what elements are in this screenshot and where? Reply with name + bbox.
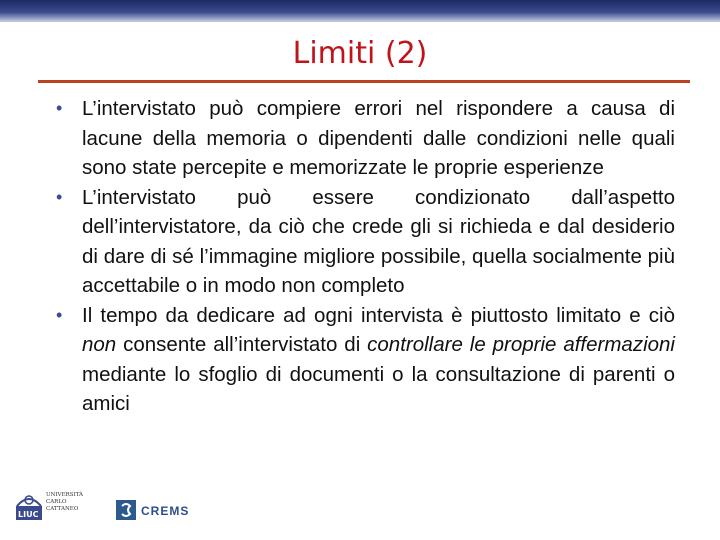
footer-logos — [14, 490, 214, 526]
bullet-marker-icon: • — [56, 98, 63, 118]
bullet-text: consente all’intervistato di — [116, 333, 368, 356]
slide-title: Limiti (2) — [292, 36, 428, 71]
bullet-text: L’intervistato può compiere errori nel rispondere a causa di lacune della memoria o dipendenti dalle condizioni nelle quali sono state percepite e memorizzate le proprie esperienze — [82, 97, 675, 179]
university-abbr: LIUC — [18, 510, 39, 519]
university-name: UNIVERSITÀ CARLO CATTANEO — [46, 492, 84, 512]
title-underline — [38, 80, 690, 83]
bullet-text-italic: non — [82, 333, 117, 356]
crems-logo-icon — [116, 498, 138, 522]
bullet-item — [56, 301, 675, 419]
bullet-text: mediante lo sfoglio di documenti o la consultazione di parenti o amici — [82, 362, 675, 415]
bullet-marker-icon: • — [56, 304, 63, 325]
bullet-text-italic: controllare le proprie affermazioni — [367, 333, 675, 356]
bullet-item — [56, 183, 675, 301]
bullet-marker-icon: • — [56, 186, 63, 207]
bullet-list — [56, 94, 675, 419]
top-banner — [0, 0, 720, 22]
bullet-text: Il tempo da dedicare ad ogni intervista è piuttosto limitato e ciò — [82, 303, 675, 327]
bullet-item — [56, 94, 675, 183]
crems-label: CREMS — [141, 504, 190, 518]
bullet-text: L’intervistato può essere condizionato dall’aspetto dell’intervistatore, da ciò che crede gli si richieda e dal desiderio di dare di sé l’immagine migliore possibile, quella socialmente più accettabile o in modo non completo — [82, 185, 675, 297]
